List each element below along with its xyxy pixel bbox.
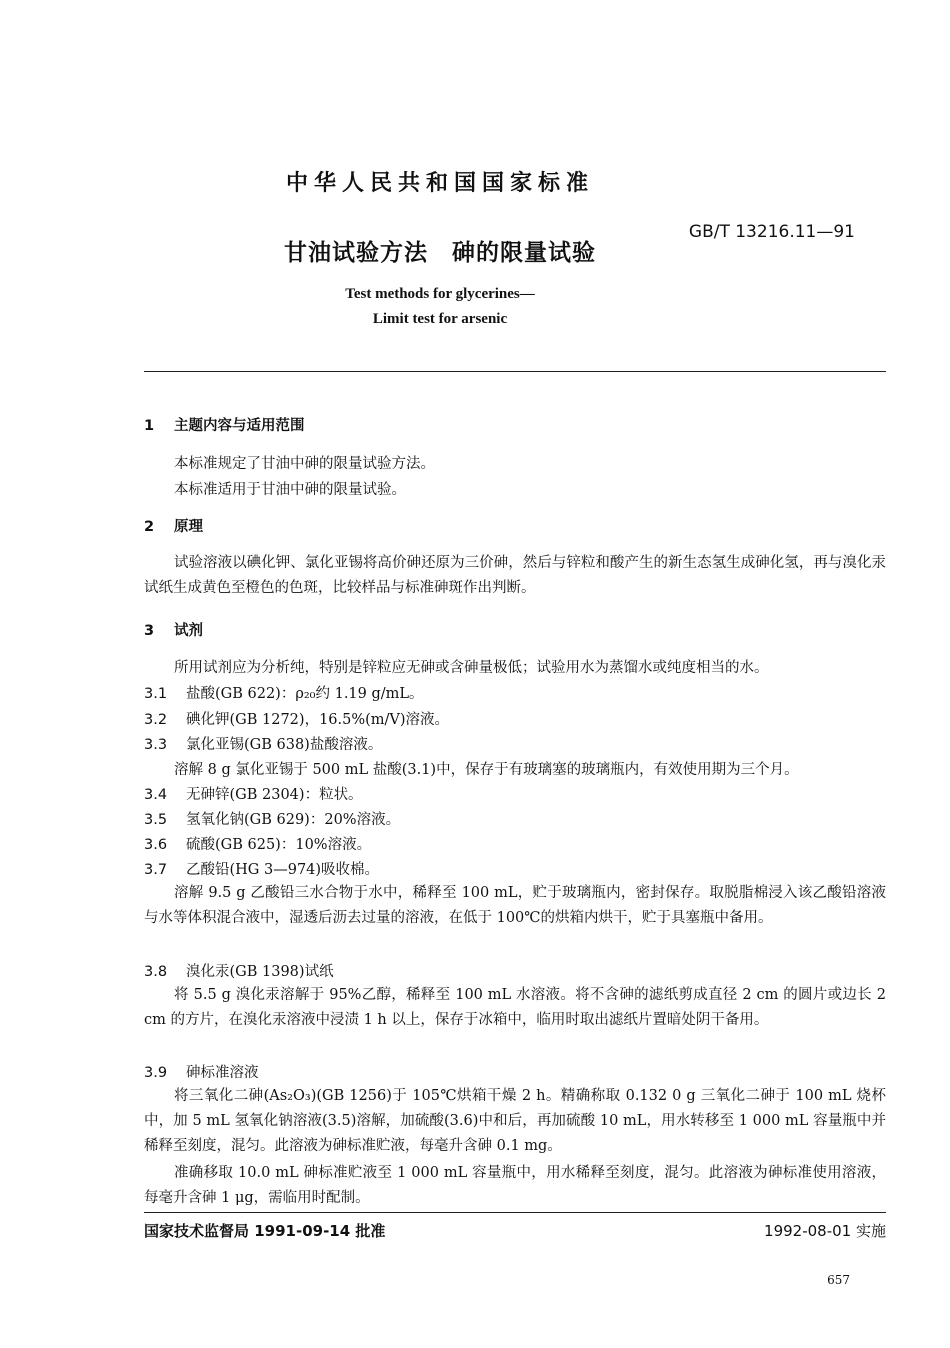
header-divider (144, 371, 886, 372)
section-number: 1 (144, 418, 155, 434)
section-number: 3 (144, 623, 155, 639)
section-1-paragraph-1: 本标准规定了甘油中砷的限量试验方法。 (174, 456, 435, 472)
item-3-8 (144, 960, 334, 981)
section-1-heading (144, 414, 305, 435)
effective-date: 1992-08-01 实施 (764, 1222, 886, 1240)
item-3-6 (144, 833, 371, 854)
item-number: 3.3 (144, 737, 168, 753)
footer-divider (144, 1212, 886, 1213)
item-text: 碘化钾(GB 1272)，16.5%(m/V)溶液。 (186, 712, 450, 728)
item-3-9-paragraph-2: 准确移取 10.0 mL 砷标准贮液至 1 000 mL 容量瓶中，用水稀释至刻度，混匀。此溶液为砷标准使用溶液，每毫升含砷 1 μg，需临用时配制。 (144, 1165, 886, 1206)
item-3-2 (144, 708, 449, 729)
item-text: 氯化亚锡(GB 638)盐酸溶液。 (186, 737, 383, 753)
item-3-3 (144, 733, 382, 754)
item-number: 3.2 (144, 712, 168, 728)
section-3-heading (144, 619, 203, 640)
item-3-9-paragraph-1: 将三氧化二砷(As₂O₃)(GB 1256)于 105℃烘箱干燥 2 h。精确称取 0.132 0 g 三氧化二砷于 100 mL 烧杯中，加 5 mL 氢氧化钠溶液(3.5)溶解，加硫酸(3.6)中和后，再加硫酸 10 mL，用水转移至 1 000 mL 容量瓶中并稀释至刻度，混匀。此溶液为砷标准贮液，每毫升含砷 0.1 mg。 (144, 1088, 886, 1154)
item-text: 氢氧化钠(GB 629)：20%溶液。 (186, 812, 401, 828)
item-3-8-paragraph: 将 5.5 g 溴化汞溶解于 95%乙醇，稀释至 100 mL 水溶液。将不含砷的滤纸剪成直径 2 cm 的圆片或边长 2 cm 的方片，在溴化汞溶液中浸渍 1 h 以上，保存于冰箱中，临用时取出滤纸片置暗处阴干备用。 (144, 987, 886, 1028)
section-2-paragraph: 试验溶液以碘化钾、氯化亚锡将高价砷还原为三价砷，然后与锌粒和酸产生的新生态氢生成砷化氢，再与溴化汞试纸生成黄色至橙色的色斑，比较样品与标准砷斑作出判断。 (144, 555, 886, 596)
section-title: 主题内容与适用范围 (174, 418, 305, 434)
item-number: 3.6 (144, 837, 168, 853)
section-1-paragraph-2: 本标准适用于甘油中砷的限量试验。 (174, 482, 406, 498)
item-text: 砷标准溶液 (186, 1065, 259, 1081)
section-title: 原理 (174, 519, 203, 535)
item-number: 3.7 (144, 862, 168, 878)
section-3-intro: 所用试剂应为分析纯，特别是锌粒应无砷或含砷量极低；试验用水为蒸馏水或纯度相当的水。 (174, 660, 769, 676)
item-3-9 (144, 1061, 259, 1082)
item-text: 盐酸(GB 622)：ρ₂₀约 1.19 g/mL。 (186, 686, 424, 702)
document-title-en-line2: Limit test for arsenic (372, 311, 508, 327)
item-3-5 (144, 808, 400, 829)
item-text: 乙酸铅(HG 3—974)吸收棉。 (186, 862, 380, 878)
item-number: 3.9 (144, 1065, 168, 1081)
approval-date: 国家技术监督局 1991-09-14 批准 (144, 1222, 386, 1240)
item-3-3-paragraph: 溶解 8 g 氯化亚锡于 500 mL 盐酸(3.1)中，保存于有玻璃塞的玻璃瓶内，有效使用期为三个月。 (174, 762, 799, 778)
item-number: 3.5 (144, 812, 168, 828)
section-number: 2 (144, 519, 155, 535)
item-number: 3.4 (144, 787, 168, 803)
item-number: 3.1 (144, 686, 168, 702)
item-3-7 (144, 858, 379, 879)
item-number: 3.8 (144, 964, 168, 980)
national-standard-heading: 中华人民共和国国家标准 (285, 171, 594, 196)
page-number: 657 (827, 1273, 850, 1287)
section-title: 试剂 (174, 623, 203, 639)
item-text: 溴化汞(GB 1398)试纸 (186, 964, 334, 980)
item-text: 无砷锌(GB 2304)：粒状。 (186, 787, 363, 803)
item-3-4 (144, 783, 363, 804)
item-text: 硫酸(GB 625)：10%溶液。 (186, 837, 372, 853)
section-2-heading (144, 515, 203, 536)
item-3-1 (144, 682, 424, 703)
standard-code: GB/T 13216.11—91 (688, 222, 855, 242)
document-title-cn: 甘油试验方法 砷的限量试验 (284, 240, 596, 266)
document-title-en-line1: Test methods for glycerines— (345, 286, 535, 302)
item-3-7-paragraph: 溶解 9.5 g 乙酸铅三水合物于水中，稀释至 100 mL，贮于玻璃瓶内，密封保存。取脱脂棉浸入该乙酸铅溶液与水等体积混合液中，湿透后沥去过量的溶液，在低于 100℃的烘箱内烘干，贮于具塞瓶中备用。 (144, 885, 886, 926)
